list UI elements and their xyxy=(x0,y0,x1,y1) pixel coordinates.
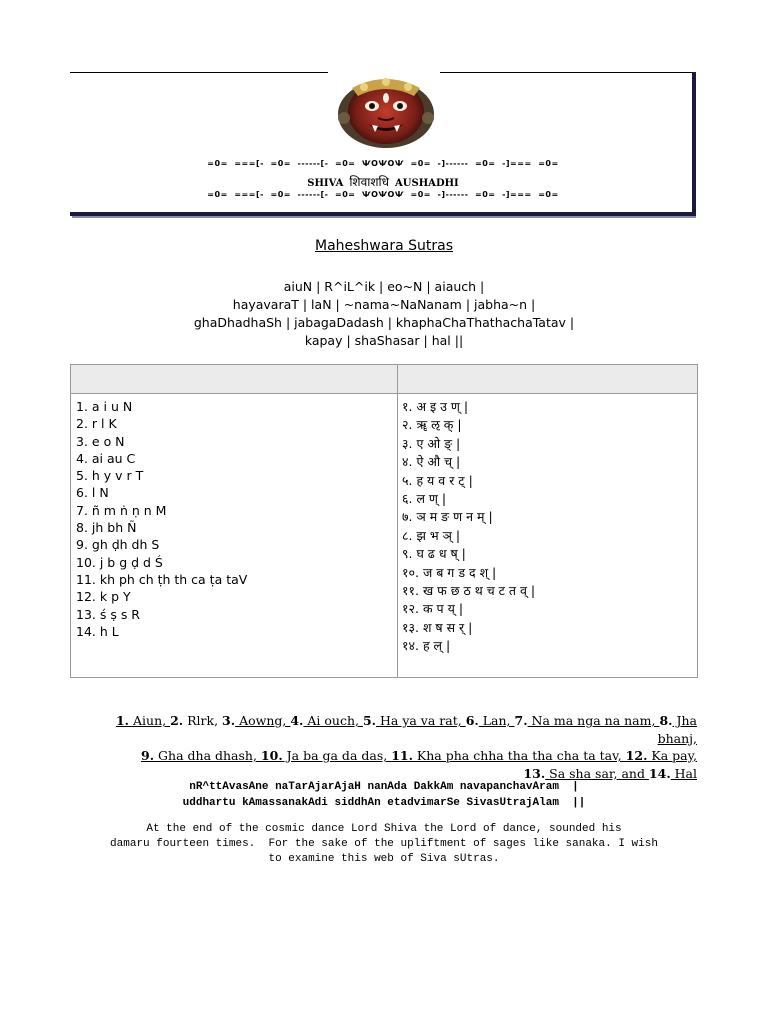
table-row: 9. gh ḍh dh S xyxy=(76,537,160,553)
devanagari-column xyxy=(402,398,535,656)
summary-text: Na ma nga na nam, xyxy=(527,713,660,728)
brand-right: AUSHADHI xyxy=(395,178,459,189)
table-row: 1. a i u N xyxy=(76,399,133,414)
summary-text: Hal xyxy=(670,765,697,781)
summary-number: 8. xyxy=(659,713,673,728)
translation-line: At the end of the cosmic dance Lord Shiva the Lord of dance, sounded his xyxy=(146,823,622,835)
summary-text: Ai ouch, xyxy=(303,713,363,728)
decorative-border-top: =0= ===[- =0= ------[- =0= ѰOѰOѰ =0= -]------ =0= -]=== =0= xyxy=(207,159,559,168)
header-rule-left xyxy=(70,72,328,73)
shloka-line: nR^ttAvasAne naTarAjarAjaH nanAda DakkAm navapanchavAram | xyxy=(189,781,579,793)
table-row: ४. ऐ औ च् | xyxy=(402,454,461,470)
table-row: २. ॠ ऌ क् | xyxy=(402,417,462,433)
table-row: 5. h y v r T xyxy=(76,468,144,484)
sutra-line: kapay | shaShasar | hal || xyxy=(304,333,464,348)
table-row: ५. ह य व र ट् | xyxy=(402,472,473,488)
summary-number: 6. xyxy=(465,713,479,728)
table-row: 12. k p Y xyxy=(76,589,131,605)
summary-number: 3. xyxy=(222,713,236,728)
summary-number: 4. xyxy=(290,713,304,728)
table-row: १४. ह ल् | xyxy=(402,638,451,654)
summary-line xyxy=(100,765,697,783)
summary-text: Lan, xyxy=(478,713,515,728)
table-row: 14. h L xyxy=(76,623,119,639)
translation-line: damaru fourteen times. For the sake of the upliftment of sages like sanaka. I wish xyxy=(110,838,658,850)
table-row: ३. ए ओ ङ् | xyxy=(402,435,461,451)
summary-line xyxy=(100,747,697,765)
summary-number: 10. xyxy=(260,748,283,763)
table-row: 8. jh bh Ñ xyxy=(76,520,137,536)
brand-sanskrit: शिवाशधि xyxy=(349,175,390,189)
summary-number: 1. xyxy=(115,713,130,728)
summary-line xyxy=(100,712,697,747)
table-row: 2. r l K xyxy=(76,416,117,432)
table-row: 10. j b g ḍ d Ś xyxy=(76,554,163,570)
table-row: 4. ai au C xyxy=(76,450,136,466)
summary-number: 2. xyxy=(170,713,184,728)
table-row: 13. ś ṣ s R xyxy=(76,606,140,622)
summary-number: 9. xyxy=(141,748,155,763)
table-row: १. अ इ उ ण् | xyxy=(402,399,469,414)
summary-number: 13. xyxy=(523,765,546,781)
summary-text: Gha dha dhash, xyxy=(154,748,261,763)
table-row: 3. e o N xyxy=(76,433,125,449)
summary-text: Sa sha sar, and xyxy=(545,765,649,781)
table-row: १२. क प य् | xyxy=(402,601,464,617)
brand-left: SHIVA xyxy=(307,178,344,189)
summary-number: 12. xyxy=(625,748,648,763)
summary-text: Rlrk, xyxy=(183,713,223,728)
summary-text: Kha pha chha tha tha cha ta tav, xyxy=(412,748,626,763)
table-row: 11. kh ph ch ṭh th ca ṭa taV xyxy=(76,571,248,587)
shloka-line: uddhartu kAmassanakAdi siddhAn etadvimarSe SivasUtrajAlam || xyxy=(182,797,586,809)
latin-column xyxy=(76,398,247,640)
decorative-border-bottom: =0= ===[- =0= ------[- =0= ѰOѰOѰ =0= -]------ =0= -]=== =0= xyxy=(207,190,559,199)
table-row: ९. घ ढ ध ष् | xyxy=(402,546,466,562)
header-rule-right xyxy=(440,72,694,73)
sutra-summary xyxy=(100,712,697,782)
summary-text: Ja ba ga da das, xyxy=(282,748,392,763)
sutra-line: hayavaraT | laN | ~nama~NaNanam | jabha~n | xyxy=(232,297,536,312)
table-row: १३. श ष स र् | xyxy=(402,619,473,635)
summary-text: Aiun, xyxy=(129,713,171,728)
page-title: Maheshwara Sutras xyxy=(314,238,453,254)
table-row: 6. l N xyxy=(76,485,109,501)
shiva-mask-icon xyxy=(334,74,438,150)
table-row: ११. ख फ छ ठ थ च ट त व् | xyxy=(402,583,536,599)
site-brand xyxy=(70,173,696,190)
summary-number: 14. xyxy=(648,765,671,781)
table-row: १०. ज ब ग ड द श् | xyxy=(402,564,497,580)
table-row: ६. ल ण् | xyxy=(402,491,447,507)
summary-number: 11. xyxy=(391,748,413,763)
summary-text: Ka pay, xyxy=(647,748,697,763)
summary-text: Ha ya va rat, xyxy=(376,713,466,728)
translation-line: to examine this web of Siva sUtras. xyxy=(268,853,500,865)
sutra-line: aiuN | R^iL^ik | eo~N | aiauch | xyxy=(283,279,485,294)
header-border-shadow xyxy=(72,216,696,218)
summary-text: Jha bhanj, xyxy=(657,713,697,746)
summary-number: 5. xyxy=(362,713,377,728)
summary-number: 7. xyxy=(514,713,528,728)
sutra-block xyxy=(0,278,768,350)
table-row: ७. ञ म ङ ण न म् | xyxy=(402,509,493,525)
table-header-row xyxy=(71,365,697,394)
table-row: 7. ñ m ṅ ṇ n M xyxy=(76,502,167,518)
sutra-line: ghaDhadhaSh | jabagaDadash | khaphaChaThathachaTatav | xyxy=(193,315,575,330)
table-column-divider xyxy=(397,365,398,677)
summary-text: Aowng, xyxy=(235,713,291,728)
table-row: ८. झ भ ञ् | xyxy=(402,527,461,543)
